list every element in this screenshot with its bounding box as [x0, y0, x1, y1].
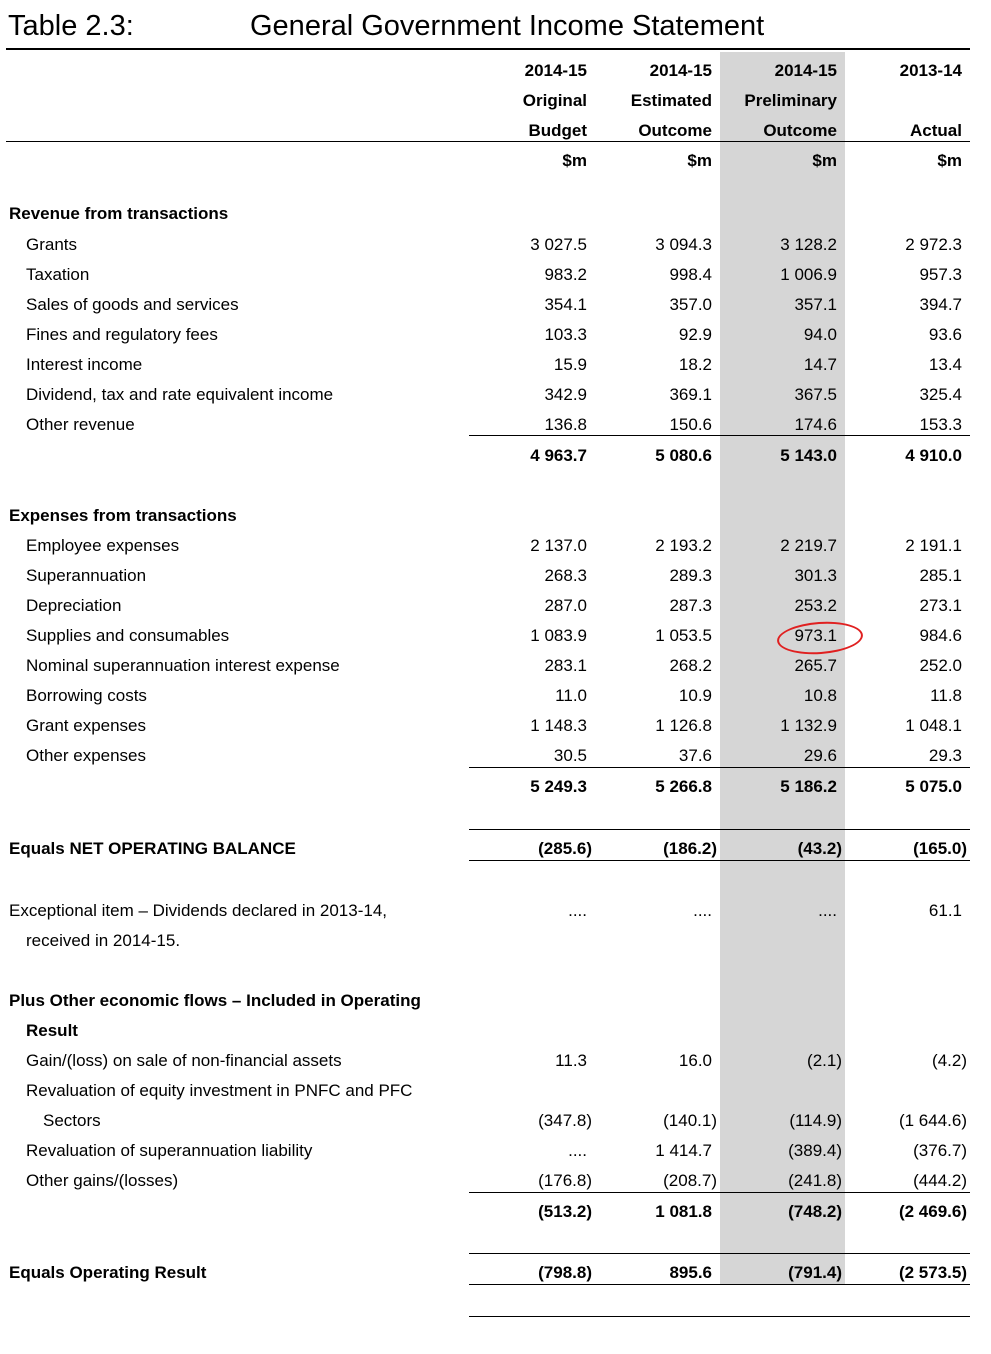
- table-cell: 153.3: [919, 415, 962, 434]
- subtotal-rule: [469, 435, 970, 436]
- table-cell: (2 573.5): [898, 1263, 967, 1282]
- title-rule: [6, 48, 970, 50]
- table-cell: 1 053.5: [655, 626, 712, 645]
- page-title: General Government Income Statement: [250, 10, 765, 42]
- table-cell: 287.3: [669, 596, 712, 615]
- table-cell: 357.1: [794, 295, 837, 314]
- row-label: Borrowing costs: [26, 686, 147, 705]
- table-cell: 3 027.5: [530, 235, 587, 254]
- row-label: Revaluation of superannuation liability: [26, 1141, 313, 1160]
- table-label: Table 2.3:: [8, 10, 134, 42]
- col4-header-unit: $m: [937, 151, 962, 170]
- col2-header-unit: $m: [687, 151, 712, 170]
- table-cell: 94.0: [803, 325, 837, 344]
- col3-header-l1: 2014-15: [774, 61, 837, 80]
- table-cell: 285.1: [919, 566, 962, 585]
- table-cell: 1 132.9: [780, 716, 837, 735]
- table-cell: 3 128.2: [780, 235, 837, 254]
- table-cell: 2 219.7: [780, 536, 837, 555]
- row-label: Grants: [26, 235, 78, 254]
- subtotal-rule: [469, 767, 970, 768]
- table-cell: (347.8): [538, 1111, 592, 1130]
- row-label: Equals Operating Result: [9, 1263, 207, 1282]
- row-label: Employee expenses: [26, 536, 180, 555]
- col3-header-l3: Outcome: [763, 121, 837, 140]
- table-cell: 5 080.6: [655, 446, 712, 465]
- table-cell: 252.0: [919, 656, 962, 675]
- table-cell: 973.1: [794, 626, 837, 645]
- table-cell: 92.9: [678, 325, 712, 344]
- table-cell: 287.0: [544, 596, 587, 615]
- col1-header-l3: Budget: [528, 121, 587, 140]
- table-cell: (798.8): [538, 1263, 592, 1282]
- table-cell: 354.1: [544, 295, 587, 314]
- table-cell: (165.0): [913, 839, 967, 858]
- table-cell: 268.3: [544, 566, 587, 585]
- col1-header-l1: 2014-15: [524, 61, 587, 80]
- table-cell: 367.5: [794, 385, 837, 404]
- balance-bottom-rule: [469, 860, 970, 861]
- row-label: Gain/(loss) on sale of non-financial assets: [26, 1051, 342, 1070]
- table-cell: (208.7): [663, 1171, 717, 1190]
- row-label: Fines and regulatory fees: [26, 325, 218, 344]
- table-cell: 103.3: [544, 325, 587, 344]
- row-label: Interest income: [26, 355, 143, 374]
- table-cell: 5 075.0: [905, 777, 962, 796]
- result-top-rule: [469, 1253, 970, 1254]
- table-cell: 3 094.3: [655, 235, 712, 254]
- table-cell: 29.6: [803, 746, 837, 765]
- row-label: Revaluation of equity investment in PNFC and PFC: [26, 1081, 413, 1100]
- row-label: Other revenue: [26, 415, 135, 434]
- row-label: Grant expenses: [26, 716, 147, 735]
- table-cell: (376.7): [913, 1141, 967, 1160]
- row-label: Sales of goods and services: [26, 295, 239, 314]
- table-cell: 61.1: [928, 901, 962, 920]
- table-cell: 1 126.8: [655, 716, 712, 735]
- table-cell: (444.2): [913, 1171, 967, 1190]
- row-label: Dividend, tax and rate equivalent income: [26, 385, 334, 404]
- final-rule: [469, 1316, 970, 1317]
- table-cell: 301.3: [794, 566, 837, 585]
- table-cell: (389.4): [788, 1141, 842, 1160]
- table-cell: 957.3: [919, 265, 962, 284]
- row-label: Plus Other economic flows – Included in Operating: [9, 991, 421, 1010]
- table-cell: (114.9): [789, 1111, 842, 1130]
- table-cell: 30.5: [553, 746, 587, 765]
- col1-header-unit: $m: [562, 151, 587, 170]
- table-cell: 5 266.8: [655, 777, 712, 796]
- row-label: Taxation: [26, 265, 90, 284]
- row-label: Equals NET OPERATING BALANCE: [9, 839, 296, 858]
- table-cell: 11.8: [930, 686, 962, 705]
- table-cell: 37.6: [678, 746, 712, 765]
- table-cell: 1 048.1: [905, 716, 962, 735]
- table-cell: 268.2: [669, 656, 712, 675]
- table-cell: (241.8): [788, 1171, 842, 1190]
- table-cell: 150.6: [669, 415, 712, 434]
- table-cell: 895.6: [669, 1263, 712, 1282]
- col1-header-l2: Original: [522, 91, 587, 110]
- table-cell: (140.1): [663, 1111, 717, 1130]
- row-label: Superannuation: [26, 566, 147, 585]
- row-label: Exceptional item – Dividends declared in 2013-14,: [9, 901, 388, 920]
- table-cell: 10.8: [803, 686, 837, 705]
- col2-header-l2: Estimated: [630, 91, 712, 110]
- table-cell: (43.2): [797, 839, 842, 858]
- table-cell: 15.9: [553, 355, 587, 374]
- row-label: Supplies and consumables: [26, 626, 230, 645]
- row-label: Other gains/(losses): [26, 1171, 179, 1190]
- table-cell: 18.2: [678, 355, 712, 374]
- table-cell: (2 469.6): [898, 1202, 967, 1221]
- table-cell: ....: [693, 901, 712, 920]
- table-cell: (176.8): [538, 1171, 592, 1190]
- table-cell: 11.3: [555, 1051, 587, 1070]
- row-label: Depreciation: [26, 596, 122, 615]
- table-cell: 29.3: [928, 746, 962, 765]
- col2-header-l3: Outcome: [638, 121, 712, 140]
- table-cell: 369.1: [669, 385, 712, 404]
- col2-header-l1: 2014-15: [649, 61, 712, 80]
- table-cell: 1 006.9: [780, 265, 837, 284]
- table-cell: 325.4: [919, 385, 962, 404]
- table-cell: 10.9: [678, 686, 712, 705]
- table-cell: 394.7: [919, 295, 962, 314]
- table-cell: 5 143.0: [780, 446, 837, 465]
- row-label: Sectors: [43, 1111, 101, 1130]
- table-cell: ....: [568, 901, 587, 920]
- header-rule: [6, 141, 970, 142]
- table-cell: (2.1): [807, 1051, 842, 1070]
- table-cell: (285.6): [538, 839, 592, 858]
- row-label: received in 2014-15.: [26, 931, 181, 950]
- table-cell: 93.6: [928, 325, 962, 344]
- table-cell: 16.0: [678, 1051, 712, 1070]
- col4-header-l3: Actual: [910, 121, 962, 140]
- row-label: Result: [26, 1021, 78, 1040]
- table-cell: 1 148.3: [530, 716, 587, 735]
- table-cell: 2 191.1: [905, 536, 962, 555]
- row-label: Expenses from transactions: [9, 506, 237, 525]
- table-cell: 342.9: [544, 385, 587, 404]
- table-cell: 11.0: [555, 686, 587, 705]
- table-cell: 174.6: [794, 415, 837, 434]
- col3-header-l2: Preliminary: [744, 91, 837, 110]
- table-cell: (1 644.6): [898, 1111, 967, 1130]
- table-cell: 253.2: [794, 596, 837, 615]
- table-cell: 136.8: [544, 415, 587, 434]
- col4-header-l1: 2013-14: [899, 61, 962, 80]
- table-cell: 14.7: [803, 355, 837, 374]
- table-cell: 4 963.7: [530, 446, 587, 465]
- table-cell: 983.2: [544, 265, 587, 284]
- table-cell: 1 414.7: [655, 1141, 712, 1160]
- table-cell: ....: [568, 1141, 587, 1160]
- table-cell: 5 249.3: [530, 777, 587, 796]
- row-label: Revenue from transactions: [9, 204, 229, 223]
- table-cell: (4.2): [932, 1051, 967, 1070]
- table-cell: 2 972.3: [905, 235, 962, 254]
- table-cell: (186.2): [663, 839, 717, 858]
- table-cell: 273.1: [919, 596, 962, 615]
- table-cell: 5 186.2: [780, 777, 837, 796]
- table-cell: 4 910.0: [905, 446, 962, 465]
- table-cell: 13.4: [928, 355, 962, 374]
- table-cell: 1 081.8: [655, 1202, 712, 1221]
- table-cell: 984.6: [919, 626, 962, 645]
- table-cell: 1 083.9: [530, 626, 587, 645]
- table-cell: 357.0: [669, 295, 712, 314]
- table-cell: 265.7: [794, 656, 837, 675]
- table-cell: (748.2): [788, 1202, 842, 1221]
- table-cell: ....: [818, 901, 837, 920]
- table-cell: (791.4): [788, 1263, 842, 1282]
- row-label: Nominal superannuation interest expense: [26, 656, 340, 675]
- balance-top-rule: [469, 829, 970, 830]
- table-cell: 2 193.2: [655, 536, 712, 555]
- table-cell: 283.1: [544, 656, 587, 675]
- table-cell: 2 137.0: [530, 536, 587, 555]
- col3-header-unit: $m: [812, 151, 837, 170]
- table-cell: 998.4: [669, 265, 712, 284]
- table-cell: (513.2): [538, 1202, 592, 1221]
- result-bottom-rule: [469, 1284, 970, 1285]
- row-label: Other expenses: [26, 746, 147, 765]
- subtotal-rule: [469, 1192, 970, 1193]
- table-cell: 289.3: [669, 566, 712, 585]
